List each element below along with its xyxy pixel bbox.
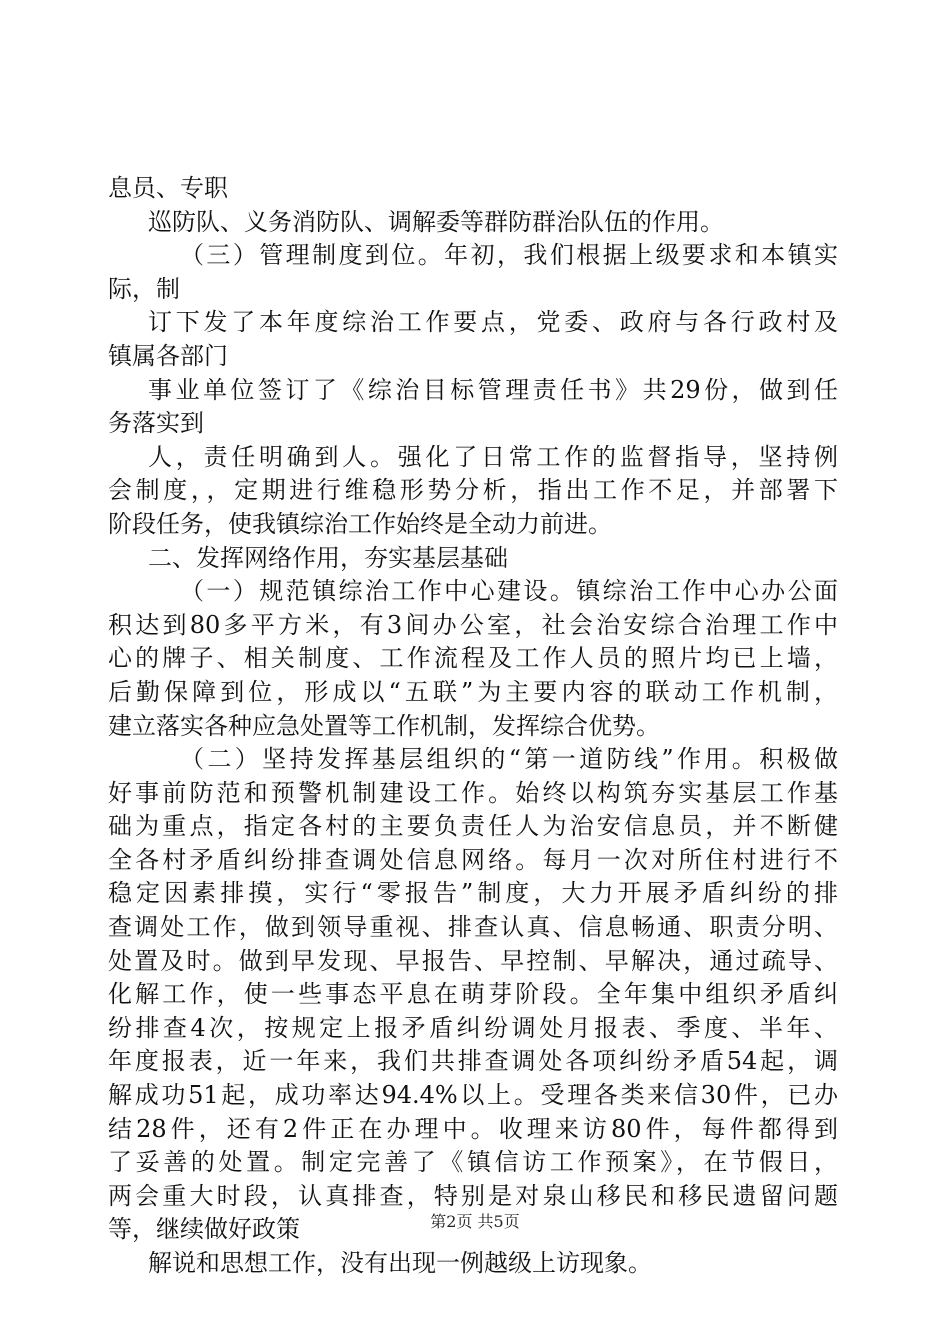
text-line: 心的牌子、相关制度、工作流程及工作人员的照片均已上墙， — [108, 644, 838, 673]
text-line: 务落实到 — [108, 409, 204, 438]
text-line: 巡防队、义务消防队、调解委等群防群治队伍的作用。 — [148, 207, 724, 236]
text-line: 全各村矛盾纠纷排查调处信息网络。每月一次对所住村进行不 — [108, 845, 838, 874]
text-line: 础为重点，指定各村的主要负责任人为治安信息员，并不断健 — [108, 812, 838, 841]
text-line: 阶段任务，使我镇综治工作始终是全动力前进。 — [108, 509, 612, 538]
page-footer: 第2页 共5页 — [430, 1212, 520, 1231]
text-line: 解成功51起，成功率达94.4%以上。受理各类来信30件，已办 — [108, 1081, 838, 1110]
document-body — [108, 172, 838, 1281]
text-line: 查调处工作，做到领导重视、排查认真、信息畅通、职责分明、 — [108, 913, 838, 942]
text-line: 年度报表，近一年来，我们共排查调处各项纠纷矛盾54起，调 — [108, 1047, 838, 1076]
text-line: 结28件，还有2件正在办理中。收理来访80件，每件都得到 — [108, 1114, 838, 1143]
text-line: 处置及时。做到早发现、早报告、早控制、早解决，通过疏导、 — [108, 946, 838, 975]
text-line: 息员、专职 — [108, 174, 228, 202]
text-line: 好事前防范和预警机制建设工作。始终以构筑夯实基层工作基 — [108, 778, 838, 807]
text-line: 积达到80多平方米，有3间办公室，社会治安综合治理工作中 — [108, 610, 838, 639]
text-line: 会制度，，定期进行维稳形势分析，指出工作不足，并部署下 — [108, 476, 838, 505]
text-line: 等，继续做好政策 — [108, 1215, 300, 1244]
text-line: 事业单位签订了《综治目标管理责任书》共29份，做到任 — [148, 375, 838, 404]
text-line: 建立落实各种应急处置等工作机制，发挥综合优势。 — [108, 711, 660, 740]
text-line: 解说和思想工作，没有出现一例越级上访现象。 — [148, 1249, 652, 1277]
text-line: （二）坚持发挥基层组织的“第一道防线”作用。积极做 — [180, 745, 838, 774]
section-heading: 二、发挥网络作用，夯实基层基础 — [148, 543, 508, 572]
text-line: 际，制 — [108, 274, 180, 303]
text-line: 镇属各部门 — [108, 341, 228, 370]
text-line: （一）规范镇综治工作中心建设。镇综治工作中心办公面 — [180, 577, 838, 606]
text-line: 两会重大时段，认真排查，特别是对泉山移民和移民遗留问题 — [108, 1181, 838, 1210]
text-line: （三）管理制度到位。年初，我们根据上级要求和本镇实 — [180, 241, 838, 270]
text-line: 纷排查4次，按规定上报矛盾纠纷调处月报表、季度、半年、 — [108, 1013, 838, 1042]
text-line: 订下发了本年度综治工作要点，党委、政府与各行政村及 — [148, 308, 838, 337]
text-line: 后勤保障到位，形成以“五联”为主要内容的联动工作机制， — [108, 677, 838, 706]
text-line: 稳定因素排摸，实行“零报告”制度，大力开展矛盾纠纷的排 — [108, 879, 838, 908]
text-line: 人，责任明确到人。强化了日常工作的监督指导，坚持例 — [148, 442, 838, 471]
text-line: 化解工作，使一些事态平息在萌芽阶段。全年集中组织矛盾纠 — [108, 980, 838, 1009]
text-line: 了妥善的处置。制定完善了《镇信访工作预案》，在节假日， — [108, 1148, 838, 1177]
